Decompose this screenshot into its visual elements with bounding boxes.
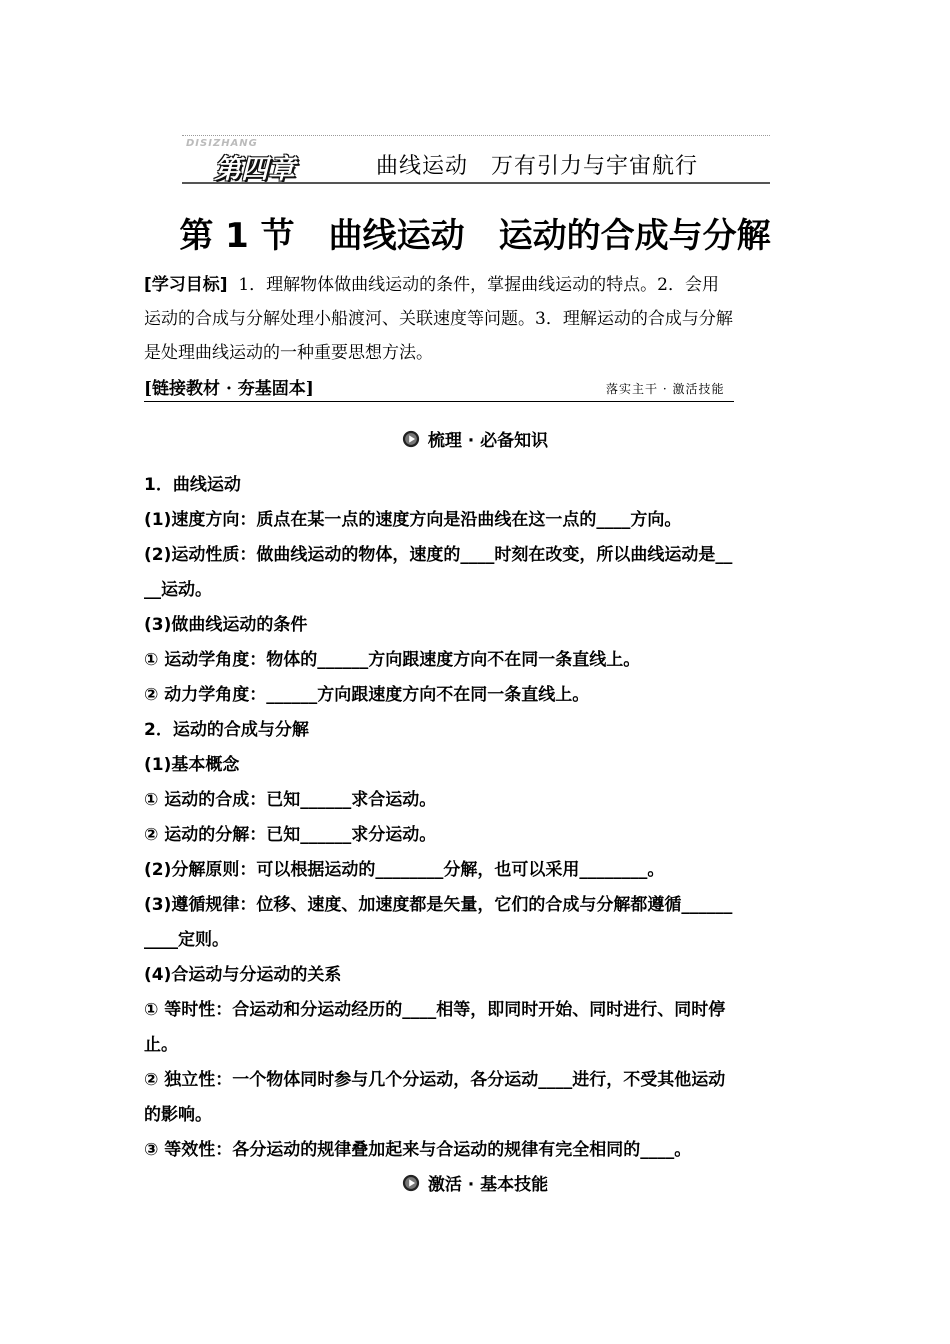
subheading-sort-knowledge: 梳理 · 必备知识 [0, 426, 950, 452]
content-line: (1)速度方向：质点在某一点的速度方向是沿曲线在这一点的____方向。 [144, 510, 682, 530]
content-line: 的影响。 [144, 1105, 212, 1125]
link-bar-right: 落实主干 · 激活技能 [606, 382, 725, 396]
content-line: ① 运动学角度：物体的______方向跟速度方向不在同一条直线上。 [144, 650, 641, 670]
goals-label: [学习目标] [144, 275, 228, 295]
chapter-title: 曲线运动 万有引力与宇宙航行 [376, 154, 699, 179]
goals-line-2: 运动的合成与分解处理小船渡河、关联速度等问题。3．理解运动的合成与分解 [144, 309, 733, 329]
section-title: 第 1 节 曲线运动 运动的合成与分解 [179, 216, 771, 256]
content-line: ③ 等效性：各分运动的规律叠加起来与合运动的规律有完全相同的____。 [144, 1140, 692, 1160]
goals-line-1: [学习目标] 1．理解物体做曲线运动的条件，掌握曲线运动的特点。2．会用 [144, 275, 719, 295]
chapter-pinyin: DISIZHANG [186, 138, 258, 149]
content-line: (1)基本概念 [144, 755, 240, 775]
goals-line-3: 是处理曲线运动的一种重要思想方法。 [144, 343, 433, 363]
learning-goals [144, 268, 808, 370]
subheading-activate-skills: 激活 · 基本技能 [0, 1170, 950, 1196]
content-line: 2．运动的合成与分解 [144, 720, 309, 740]
content-line: (4)合运动与分运动的关系 [144, 965, 342, 985]
content-line: ① 等时性：合运动和分运动经历的____相等，即同时开始、同时进行、同时停 [144, 1000, 726, 1020]
content-line: 1．曲线运动 [144, 475, 241, 495]
content-line: (2)运动性质：做曲线运动的物体，速度的____时刻在改变，所以曲线运动是__ [144, 545, 733, 565]
play-circle-icon [402, 430, 420, 448]
content-line: 止。 [144, 1035, 178, 1055]
content-line: ____定则。 [144, 930, 229, 950]
banner-top-dotted-rule [182, 135, 770, 136]
content-line: ② 动力学角度：______方向跟速度方向不在同一条直线上。 [144, 685, 590, 705]
link-bar-left: [链接教材 · 夯基固本] [144, 379, 314, 399]
content-line: ① 运动的合成：已知______求合运动。 [144, 790, 437, 810]
content-line: (2)分解原则：可以根据运动的________分解，也可以采用________。 [144, 860, 665, 880]
content-line: __运动。 [144, 580, 212, 600]
content-line: (3)遵循规律：位移、速度、加速度都是矢量，它们的合成与分解都遵循______ [144, 895, 733, 915]
content-line: ② 独立性：一个物体同时参与几个分运动，各分运动____进行，不受其他运动 [144, 1070, 726, 1090]
play-circle-icon [402, 1174, 420, 1192]
content-line: ② 运动的分解：已知______求分运动。 [144, 825, 437, 845]
content-line: (3)做曲线运动的条件 [144, 615, 308, 635]
chapter-number: 第四章 [214, 154, 295, 185]
banner-bottom-rule [182, 182, 770, 184]
knowledge-content [144, 470, 808, 1160]
